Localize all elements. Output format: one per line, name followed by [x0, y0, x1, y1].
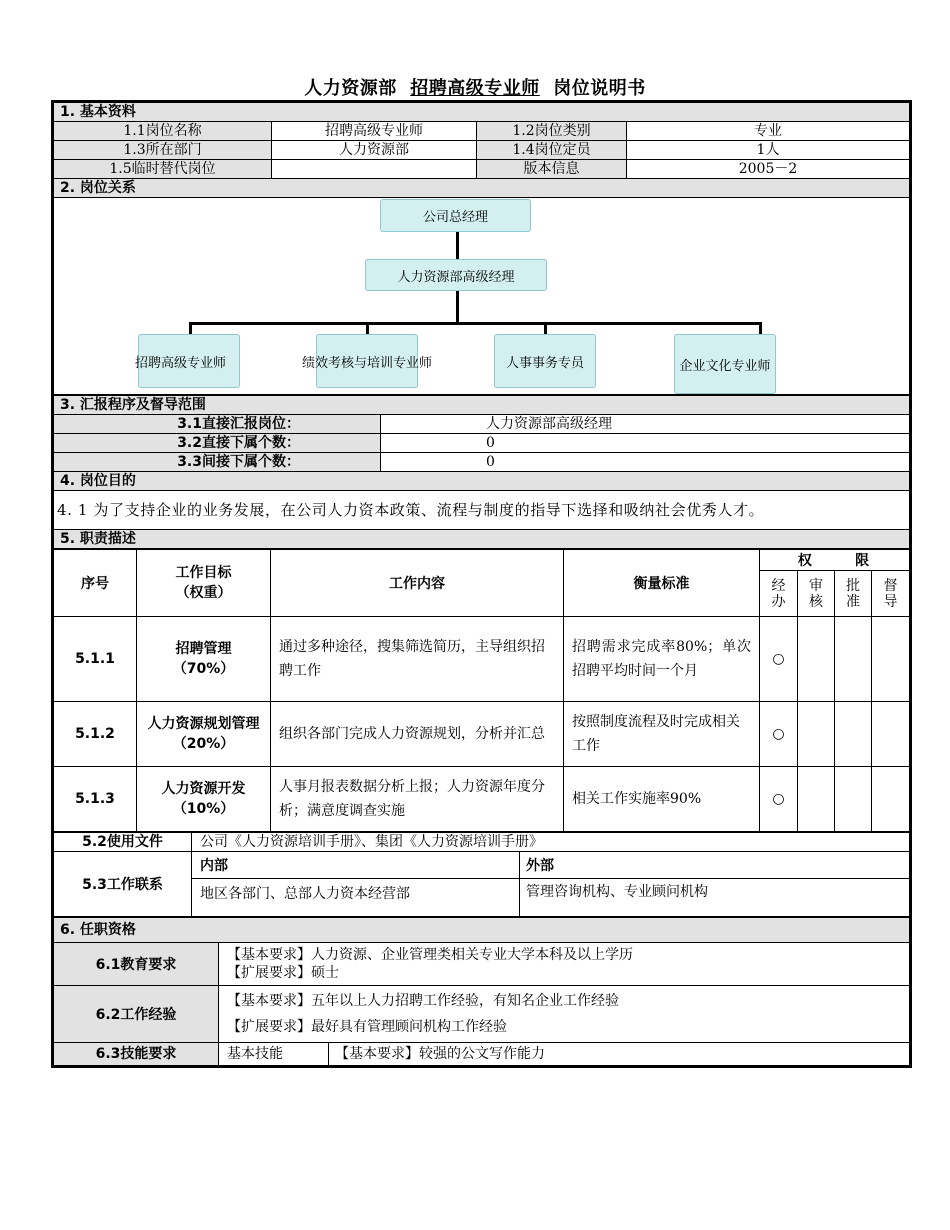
duty-goal-name: 人力资源开发 [161, 781, 246, 797]
label-direct-report: 3.1直接汇报岗位： [54, 415, 381, 434]
label-experience: 6.2工作经验 [54, 986, 219, 1043]
label-position-category: 1.2岗位类别 [477, 122, 627, 141]
label-education: 6.1教育要求 [54, 943, 219, 986]
duty-mark-handle: ○ [760, 702, 798, 767]
duty-goal [137, 767, 271, 832]
title-dept: 人力资源部 [304, 78, 397, 99]
duty-goal [137, 617, 271, 702]
org-connector-horizontal [189, 322, 761, 325]
duty-mark-approve [835, 617, 872, 702]
org-node-corporate-culture-specialist: 企业文化专业师 [674, 334, 776, 394]
org-node-recruitment-specialist-label: 招聘高级专业师 [135, 355, 227, 371]
duties-table [53, 549, 910, 832]
value-department: 人力资源部 [272, 141, 477, 160]
org-node-general-manager: 公司总经理 [380, 199, 531, 232]
org-chart [54, 198, 910, 395]
header-seq: 序号 [54, 550, 137, 617]
duty-mark-approve [835, 702, 872, 767]
job-purpose-text: 4. 1 为了支持企业的业务发展，在公司人力资本政策、流程与制度的指导下选择和吸纳社会优秀人才。 [54, 491, 910, 530]
org-connector-top [456, 231, 459, 259]
header-standard: 衡量标准 [564, 550, 760, 617]
label-internal: 内部 [192, 852, 520, 879]
duty-goal-weight: （20%） [172, 736, 235, 752]
section-3-title: 3. 汇报程序及督导范围 [54, 396, 910, 415]
duty-standard: 相关工作实施率90% [564, 767, 760, 832]
duty-mark-supervise [872, 702, 910, 767]
label-indirect-subordinates: 3.3间接下属个数： [54, 453, 381, 472]
label-direct-subordinates: 3.2直接下属个数： [54, 434, 381, 453]
value-education [219, 943, 910, 986]
duty-content: 通过多种途径，搜集筛选简历，主导组织招聘工作 [271, 617, 564, 702]
education-extended: 【扩展要求】硕士 [227, 965, 339, 981]
duty-row [54, 767, 910, 832]
experience-extended: 【扩展要求】最好具有管理顾问机构工作经验 [227, 1019, 507, 1035]
auth-col-approve: 批准 [835, 571, 872, 617]
duty-goal-name: 人力资源规划管理 [147, 716, 260, 732]
value-headcount: 1人 [627, 141, 910, 160]
header-goal-line2: （权重） [175, 585, 232, 601]
value-direct-subordinates: 0 [381, 434, 910, 453]
value-substitute [272, 160, 477, 179]
duty-goal-name: 招聘管理 [175, 641, 232, 657]
basic-info-table [53, 102, 910, 395]
skills-category: 基本技能 [219, 1043, 329, 1066]
duty-goal [137, 702, 271, 767]
job-description-form [51, 100, 912, 1068]
org-node-personnel-affairs: 人事事务专员 [494, 334, 596, 388]
label-headcount: 1.4岗位定员 [477, 141, 627, 160]
section-6-title: 6. 任职资格 [54, 918, 910, 943]
value-position-category: 专业 [627, 122, 910, 141]
header-authority-a: 权 [797, 553, 814, 569]
value-internal: 地区各部门、总部人力资本经营部 [192, 879, 520, 917]
org-node-performance-training-label: 绩效考核与培训专业师 [302, 355, 433, 371]
label-files: 5.2使用文件 [54, 833, 192, 852]
duty-seq: 5.1.2 [54, 702, 137, 767]
duty-row [54, 617, 910, 702]
title-position: 招聘高级专业师 [410, 78, 540, 99]
section-4-title: 4. 岗位目的 [54, 472, 910, 491]
education-basic: 【基本要求】人力资源、企业管理类相关专业大学本科及以上学历 [227, 947, 633, 963]
section-2-title: 2. 岗位关系 [54, 179, 910, 198]
label-substitute: 1.5临时替代岗位 [54, 160, 272, 179]
header-goal-line1: 工作目标 [175, 565, 232, 581]
duty-seq: 5.1.1 [54, 617, 137, 702]
files-contacts-table [53, 832, 910, 917]
label-skills: 6.3技能要求 [54, 1043, 219, 1066]
value-version: 2005－2 [627, 160, 910, 179]
title-suffix: 岗位说明书 [553, 78, 646, 99]
value-experience [219, 986, 910, 1043]
section-1-title: 1. 基本资料 [54, 103, 910, 122]
experience-basic: 【基本要求】五年以上人力招聘工作经验，有知名企业工作经验 [227, 993, 619, 1009]
duty-mark-review [798, 767, 835, 832]
label-version: 版本信息 [477, 160, 627, 179]
duty-standard: 招聘需求完成率80%；单次招聘平均时间一个月 [564, 617, 760, 702]
duty-mark-review [798, 617, 835, 702]
value-direct-report: 人力资源部高级经理 [381, 415, 910, 434]
duty-mark-supervise [872, 617, 910, 702]
duty-mark-approve [835, 767, 872, 832]
duty-content: 人事月报表数据分析上报；人力资源年度分析；满意度调查实施 [271, 767, 564, 832]
value-files: 公司《人力资源培训手册》、集团《人力资源培训手册》 [192, 833, 910, 852]
duty-row [54, 702, 910, 767]
duty-mark-review [798, 702, 835, 767]
duty-content: 组织各部门完成人力资源规划，分析并汇总 [271, 702, 564, 767]
header-authority-b: 限 [855, 553, 872, 569]
org-node-recruitment-specialist [135, 334, 240, 388]
value-external: 管理咨询机构、专业顾问机构 [520, 879, 910, 917]
label-external: 外部 [520, 852, 910, 879]
header-goal [137, 550, 271, 617]
value-position-name: 招聘高级专业师 [272, 122, 477, 141]
label-department: 1.3所在部门 [54, 141, 272, 160]
org-connector-mid [456, 290, 459, 324]
duty-standard: 按照制度流程及时完成相关工作 [564, 702, 760, 767]
org-node-performance-training-specialist [302, 334, 433, 388]
duty-seq: 5.1.3 [54, 767, 137, 832]
header-authority [760, 550, 910, 571]
duty-mark-handle: ○ [760, 767, 798, 832]
value-skills: 【基本要求】较强的公文写作能力 [329, 1043, 910, 1066]
auth-col-handle: 经办 [760, 571, 798, 617]
auth-col-review: 审核 [798, 571, 835, 617]
auth-col-supervise: 督导 [872, 571, 910, 617]
section-5-title: 5. 职责描述 [54, 530, 910, 549]
duty-goal-weight: （70%） [172, 661, 235, 677]
label-position-name: 1.1岗位名称 [54, 122, 272, 141]
duty-goal-weight: （10%） [172, 801, 235, 817]
header-content: 工作内容 [271, 550, 564, 617]
duty-mark-supervise [872, 767, 910, 832]
value-indirect-subordinates: 0 [381, 453, 910, 472]
duty-mark-handle: ○ [760, 617, 798, 702]
reporting-table [53, 395, 910, 549]
label-contacts: 5.3工作联系 [54, 852, 192, 917]
org-node-hr-senior-manager: 人力资源部高级经理 [365, 259, 547, 291]
qualifications-table [53, 917, 910, 1066]
document-title [0, 74, 950, 100]
